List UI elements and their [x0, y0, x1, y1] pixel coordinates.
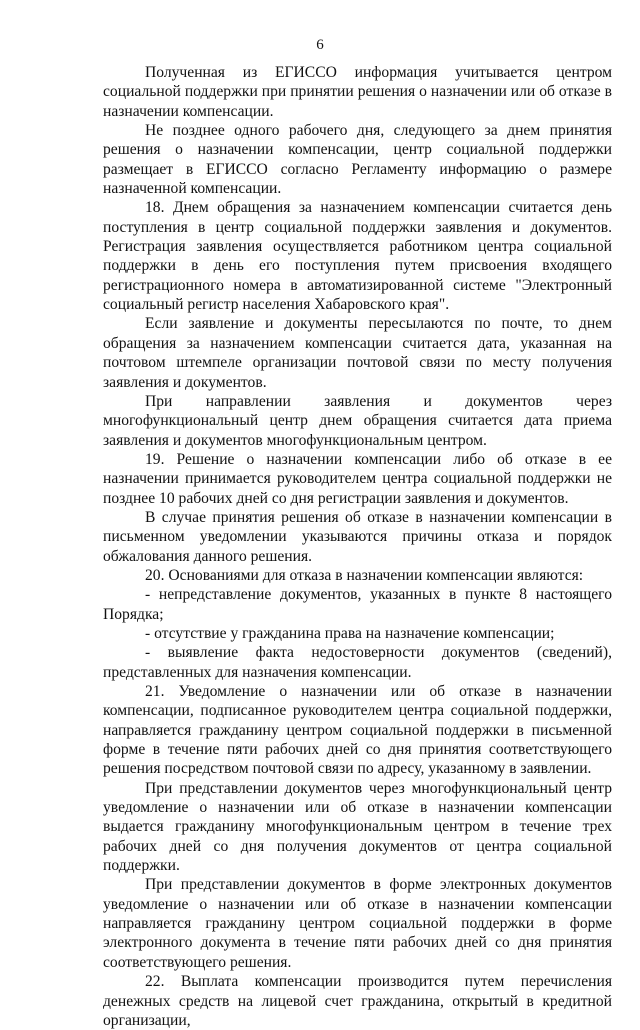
list-item: - выявление факта недостоверности документов (сведений), представленных для назначения компенсации. [103, 644, 612, 681]
paragraph: Полученная из ЕГИССО информация учитывается центром социальной поддержки при принятии решения о назначении или об отказе в назначении компенсации. [103, 64, 612, 120]
list-item: - отсутствие у гражданина права на назначение компенсации; [145, 624, 555, 642]
list-item: - непредставление документов, указанных в пункте 8 настоящего Порядка; [103, 586, 612, 623]
paragraph: При представлении документов в форме электронных документов уведомление о назначении или об отказе в назначении компенсации направляется гражданину центром социальной поддержки в форме электронного документа в течение пяти рабочих дней со дня принятия соответствующего решения. [103, 876, 612, 971]
document-body [103, 63, 612, 1030]
page-number: 6 [316, 37, 324, 53]
paragraph-section-18: 18. Днем обращения за назначением компенсации считается день поступления в центр социальной поддержки заявления и документов. Регистрация заявления осуществляется работником центра социальной поддержки в день его поступления путем присвоения входящего регистрационного номера в автоматизированной системе "Электронный социальный регистр населения Хабаровского края". [103, 199, 612, 314]
paragraph: Если заявление и документы пересылаются по почте, то днем обращения за назначением компенсации считается дата, указанная на почтовом штемпеле организации почтовой связи по месту получения заявления и документов. [103, 315, 612, 391]
paragraph-section-20: 20. Основаниями для отказа в назначении компенсации являются: [145, 566, 584, 584]
paragraph: В случае принятия решения об отказе в назначении компенсации в письменном уведомлении указываются причины отказа и порядок обжалования данного решения. [103, 508, 612, 565]
paragraph-section-19: 19. Решение о назначении компенсации либо об отказе в ее назначении принимается руководителем центра социальной поддержки не позднее 10 рабочих дней со дня регистрации заявления и документов. [103, 450, 612, 507]
paragraph: При представлении документов через многофункциональный центр уведомление о назначении или об отказе в назначении компенсации выдается гражданину многофункциональным центром в течение трех рабочих дней со дня получения документов от центра социальной поддержки. [103, 779, 612, 875]
paragraph-section-21: 21. Уведомление о назначении или об отказе в назначении компенсации, подписанное руководителем центра социальной поддержки, направляется гражданину центром социальной поддержки в письменной форме в течение пяти рабочих дней со дня принятия соответствующего решения посредством почтовой связи по адресу, указанному в заявлении. [103, 683, 612, 778]
paragraph: Не позднее одного рабочего дня, следующего за днем принятия решения о назначении компенсации, центр социальной поддержки размещает в ЕГИССО согласно Регламенту информацию о размере назначенной компенсации. [103, 122, 612, 198]
paragraph-section-22: 22. Выплата компенсации производится путем перечисления денежных средств на лицевой счет гражданина, открытый в кредитной организации, [103, 973, 612, 1029]
paragraph: При направлении заявления и документов через многофункциональный центр днем обращения считается дата приема заявления и документов многофункциональным центром. [103, 392, 612, 449]
